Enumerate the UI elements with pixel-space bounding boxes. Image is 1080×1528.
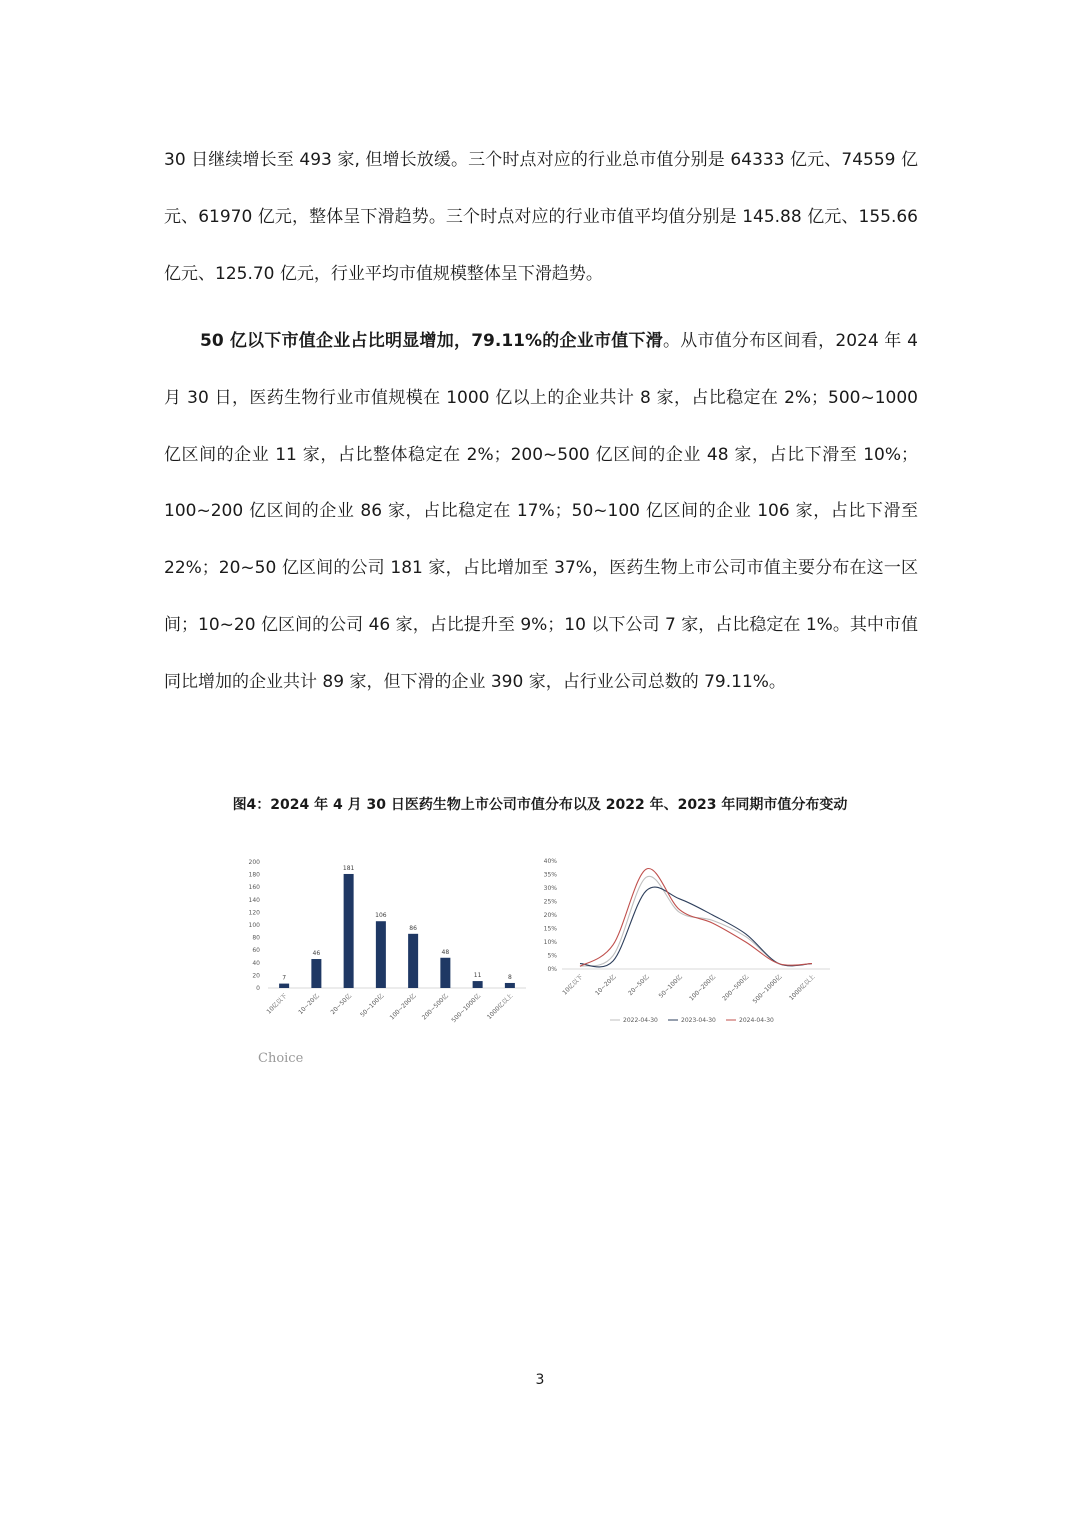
bar-value-label: 86 [409,924,417,932]
figure-caption: 图4：2024 年 4 月 30 日医药生物上市公司市值分布以及 2022 年、2023 年同期市值分布变动 [232,797,848,813]
series-line-2024-04-30 [580,868,812,966]
x-tick-label: 1000亿以上 [787,973,817,1002]
bar-100~200亿 [408,934,418,988]
page-number: 3 [535,1372,545,1388]
y-tick-label: 0 [256,985,260,992]
bar-500~1000亿 [473,981,483,988]
source-label: Choice [258,1051,304,1066]
y-tick-label: 20 [252,972,260,980]
y-tick-label: 10% [543,939,557,946]
x-tick-label: 200~500亿 [721,973,751,1003]
paragraph-lead: 50 亿以下市值企业占比明显增加，79.11%的企业市值下滑 [200,331,663,351]
y-tick-label: 120 [248,909,260,917]
line-chart [540,852,840,1037]
x-tick-label: 10~20亿 [297,992,321,1017]
bar-10~20亿 [311,959,321,988]
x-tick-label: 10~20亿 [594,973,618,998]
x-tick-label: 10亿以下 [561,973,585,997]
paragraph-body: 。从市值分布区间看，2024 年 4 月 30 日，医药生物行业市值规模在 1000 亿以上的企业共计 8 家，占比稳定在 2%；500~1000 亿区间的企业 11 家，占比整体稳定在 2%；200~500 亿区间的企业 48 家，占比下滑至 10%；100~200 亿区间的企业 86 家，占比稳定在 17%；50~100 亿区间的企业 106 家，占比下滑至 22%；20~50 亿区间的公司 181 家，占比增加至 37%，医药生物上市公司市值主要分布在这一区间；10~20 亿区间的公司 46 家，占比提升至 9%；10 以下公司 7 家，占比稳定在 1%。其中市值同比增加的企业共计 89 家，但下滑的企业 390 家，占行业公司总数的 79.11%。 [164,331,918,692]
bar-20~50亿 [344,874,354,988]
x-tick-label: 20~50亿 [627,973,651,998]
x-tick-label: 100~200亿 [688,973,717,1003]
y-tick-label: 160 [248,884,260,892]
y-tick-label: 15% [543,925,557,933]
x-tick-label: 500~1000亿 [450,992,483,1025]
bar-value-label: 181 [342,864,355,872]
legend-label: 2022-04-30 [623,1017,658,1024]
y-tick-label: 40% [543,858,557,865]
bar-value-label: 46 [312,950,321,958]
x-tick-label: 100~200亿 [388,992,418,1022]
body-paragraph-1: 30 日继续增长至 493 家, 但增长放缓。三个时点对应的行业总市值分别是 64333 亿元、74559 亿元、61970 亿元，整体呈下滑趋势。三个时点对应的行业市值平均值分别是 145.88 亿元、155.66 亿元、125.70 亿元，行业平均市值规模整体呈下滑趋势。 [164,150,918,284]
bar-value-label: 106 [375,912,387,920]
legend-label: 2024-04-30 [739,1017,774,1024]
bar-10亿以下 [279,984,289,988]
x-tick-label: 1000亿以上 [485,992,515,1021]
y-tick-label: 35% [543,871,557,879]
y-tick-label: 80 [252,934,260,942]
y-tick-label: 100 [248,922,260,929]
bar-value-label: 7 [282,974,287,982]
body-paragraph-2 [164,313,918,711]
x-tick-label: 200~500亿 [420,992,450,1022]
x-tick-label: 500~1000亿 [751,973,784,1006]
legend-label: 2023-04-30 [681,1017,716,1024]
bar-1000亿以上 [505,983,515,988]
y-tick-label: 25% [543,898,557,906]
y-tick-label: 0% [547,966,557,973]
y-tick-label: 60 [252,947,260,955]
x-tick-label: 10亿以下 [265,992,289,1016]
y-tick-label: 5% [547,952,557,960]
y-tick-label: 140 [248,896,260,904]
bar-chart [248,852,528,1037]
x-tick-label: 50~100亿 [359,992,386,1019]
y-tick-label: 180 [248,871,260,879]
bar-value-label: 48 [441,948,450,956]
series-line-2022-04-30 [580,876,812,966]
y-tick-label: 30% [543,885,557,892]
y-tick-label: 40 [252,959,260,967]
x-tick-label: 20~50亿 [329,992,354,1017]
y-tick-label: 20% [543,912,557,919]
x-tick-label: 50~100亿 [657,973,684,1000]
bar-value-label: 8 [507,973,512,981]
bar-50~100亿 [376,921,386,988]
series-line-2023-04-30 [580,887,812,967]
bar-value-label: 11 [473,972,482,980]
bar-200~500亿 [440,958,450,988]
y-tick-label: 200 [248,859,260,866]
